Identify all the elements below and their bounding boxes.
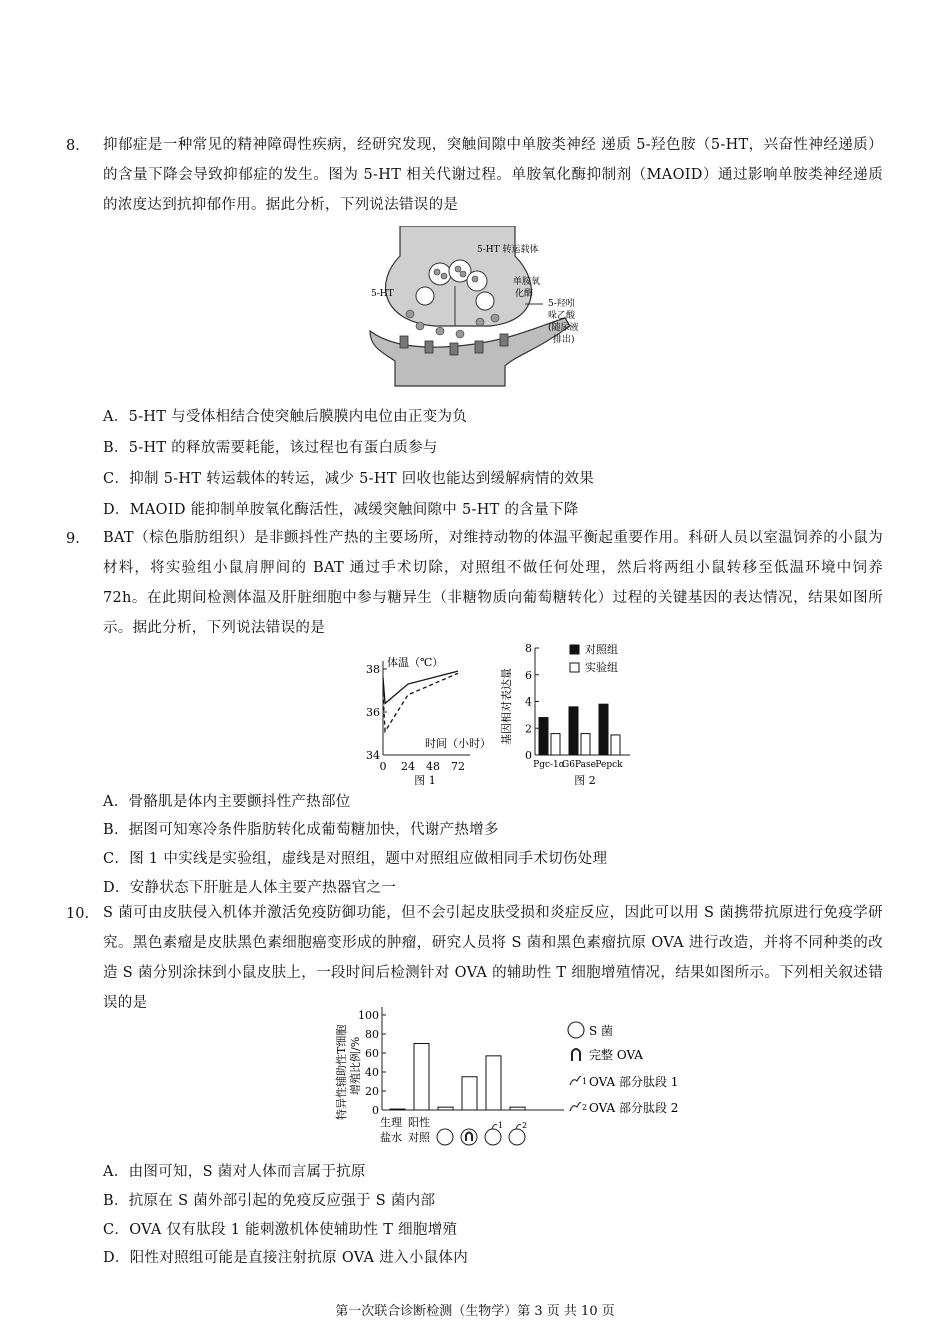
y-tick-label: 2: [525, 722, 532, 736]
category-label: Pgc-1α: [533, 760, 565, 770]
x-tick-label: 48: [426, 760, 440, 773]
experiment-bar: [581, 734, 590, 755]
x-icon-peptide2-num: 2: [522, 1121, 528, 1130]
legend-peptide2-icon: [570, 1103, 581, 1112]
x-icon-s-bacteria-ova: [461, 1129, 477, 1145]
svg-text:1: 1: [582, 1077, 588, 1086]
result-bar: [390, 1109, 405, 1110]
q8-option-b: B．5-HT 的释放需要耗能，该过程也有蛋白质参与: [103, 440, 438, 456]
x-icon-peptide1-mark: [492, 1125, 497, 1130]
control-bar: [599, 704, 608, 755]
dashed-series-line: [383, 673, 458, 731]
x-tick-label: 72: [451, 760, 465, 773]
legend-label: 对照组: [585, 643, 618, 656]
y-tick-label: 100: [358, 1009, 379, 1022]
x-label-positive-1: 阳性: [408, 1116, 430, 1129]
q9-option-a: A．骨骼肌是体内主要颤抖性产热部位: [103, 794, 351, 810]
y-tick-label: 34: [366, 749, 380, 762]
label-product-3: (随尿液: [548, 323, 579, 333]
y-tick-label: 20: [365, 1085, 379, 1098]
y-axis-label: 体温（℃）: [387, 656, 444, 669]
solid-series-line: [383, 671, 458, 703]
y-axis-label: 特异性辅助性T细胞: [335, 1024, 348, 1120]
question-8-number: 8.: [66, 138, 80, 154]
figure-1-title: 图 1: [414, 774, 436, 787]
y-tick-label: 0: [525, 749, 532, 762]
question-10-number: 10.: [66, 906, 90, 922]
postsynaptic-membrane: [370, 318, 570, 386]
question-9-number: 9.: [66, 531, 80, 547]
x-icon-s-bacteria: [437, 1129, 453, 1145]
q9-option-d: D．安静状态下肝脏是人体主要产热器官之一: [103, 880, 397, 896]
x-icon-s-bacteria-peptide2: [509, 1129, 525, 1145]
category-label: G6Pase: [562, 760, 596, 770]
svg-text:2: 2: [582, 1103, 588, 1112]
legend-peptide1-label: OVA 部分肽段 1: [589, 1075, 679, 1089]
result-bar: [414, 1044, 429, 1111]
legend-swatch: [570, 663, 579, 672]
figure-3-bar-chart: [334, 1007, 564, 1145]
control-bar: [539, 718, 548, 755]
q8-option-d: D．MAOID 能抑制单胺氧化酶活性，减缓突触间隙中 5-HT 的含量下降: [103, 502, 579, 518]
q10-option-b: B．抗原在 S 菌外部引起的免疫反应强于 S 菌内部: [103, 1193, 436, 1209]
legend-ova-icon: [572, 1049, 580, 1061]
x-label-saline-1: 生理: [380, 1116, 402, 1129]
experiment-bar: [551, 734, 560, 755]
x-icon-ova-mark: [466, 1133, 472, 1142]
y-tick-label: 0: [372, 1104, 379, 1117]
figure-2-title: 图 2: [574, 774, 596, 787]
page-footer: 第一次联合诊断检测（生物学）第 3 页 共 10 页: [335, 1304, 615, 1319]
q8-option-a: A．5-HT 与受体相结合使突触后膜膜内电位由正变为负: [103, 409, 468, 425]
label-product-4: 排出): [553, 335, 575, 345]
x-label-saline-2: 盐水: [380, 1131, 402, 1144]
legend-label: 实验组: [585, 661, 618, 674]
q10-option-c: C．OVA 仅有肽段 1 能刺激机体使辅助性 T 细胞增殖: [103, 1222, 458, 1238]
question-9-stem: BAT（棕色脂肪组织）是非颤抖性产热的主要场所，对维持动物的体温平衡起重要作用。科研人员以室温饲养的小鼠为材料，将实验组小鼠肩胛间的 BAT 通过手术切除，对照组不做任何处理，然后将两组小鼠转移至低温环境中饲养 72h。在此期间检测体温及肝脏细胞中参与糖异生（非糖物质向葡萄糖转化）过程的关键基因的表达情况，结果如图所示。据此分析，下列说法错误的是: [103, 530, 883, 636]
result-bar: [462, 1077, 477, 1110]
legend-s-icon: [568, 1022, 584, 1038]
legend-ova-label: 完整 OVA: [589, 1048, 643, 1062]
y-tick-label: 40: [365, 1066, 379, 1079]
y-tick-label: 38: [366, 663, 380, 676]
label-product-2: 哚乙酸: [548, 311, 576, 321]
result-bar: [510, 1107, 525, 1110]
x-tick-label: 0: [379, 760, 387, 773]
q10-option-a: A．由图可知，S 菌对人体而言属于抗原: [103, 1164, 366, 1180]
label-product-1: 5-羟吲: [548, 299, 575, 309]
y-axis-label: 增殖比例/%: [349, 1036, 362, 1095]
q8-option-c: C．抑制 5-HT 转运载体的转运，减少 5-HT 回收也能达到缓解病情的效果: [103, 471, 595, 487]
q9-option-b: B．据图可知寒冷条件脂肪转化成葡萄糖加快，代谢产热增多: [103, 822, 499, 838]
legend-swatch: [570, 645, 579, 654]
synapse-diagram: [365, 226, 605, 391]
label-transporter: 5-HT 转运载体: [477, 245, 539, 255]
figure-1-line-chart: [366, 655, 491, 787]
y-tick-label: 6: [525, 668, 532, 682]
y-tick-label: 36: [366, 706, 380, 719]
legend-peptide2-label: OVA 部分肽段 2: [589, 1101, 679, 1115]
y-axis-label: 基因相对表达量: [500, 668, 513, 745]
label-mao-2: 化酶: [515, 289, 534, 299]
x-label-positive-2: 对照: [408, 1131, 430, 1144]
experiment-bar: [611, 735, 620, 755]
q9-charts: [360, 640, 650, 790]
q10-chart: [325, 1005, 700, 1155]
category-label: Pepck: [595, 760, 623, 770]
q9-option-c: C．图 1 中实线是实验组，虚线是对照组，题中对照组应做相同手术切伤处理: [103, 851, 608, 867]
q10-option-d: D．阳性对照组可能是直接注射抗原 OVA 进入小鼠体内: [103, 1250, 469, 1266]
y-tick-label: 8: [525, 642, 532, 655]
legend-s-label: S 菌: [589, 1024, 614, 1038]
question-10-stem: S 菌可由皮肤侵入机体并激活免疫防御功能，但不会引起皮肤受损和炎症反应，因此可以用 S 菌携带抗原进行免疫学研究。黑色素瘤是皮肤黑色素细胞癌变形成的肿瘤，研究人员将 S 菌和黑色素瘤抗原 OVA 进行改造，并将不同种类的改造 S 菌分别涂抹到小鼠皮肤上，一段时间后检测针对 OVA 的辅助性 T 细胞增殖情况，结果如图所示。下列相关叙述错误的是: [103, 905, 883, 1011]
label-mao-1: 单胺氧: [513, 277, 541, 287]
control-bar: [569, 707, 578, 755]
result-bar: [486, 1056, 501, 1110]
y-tick-label: 4: [525, 695, 532, 709]
x-axis-label: 时间（小时）: [425, 737, 491, 750]
x-tick-label: 24: [401, 760, 415, 773]
x-icon-s-bacteria-peptide1: [485, 1129, 501, 1145]
y-tick-label: 60: [365, 1047, 379, 1060]
legend-peptide1-icon: [570, 1077, 581, 1086]
x-icon-peptide2-mark: [516, 1125, 521, 1130]
figure-2-bar-chart: [499, 642, 630, 787]
question-8-stem: 抑郁症是一种常见的精神障碍性疾病，经研究发现，突触间隙中单胺类神经 递质 5-羟色胺（5-HT，兴奋性神经递质）的含量下降会导致抑郁症的发生。图为 5-HT 相关代谢过程。单胺氧化酶抑制剂（MAOID）通过影响单胺类神经递质的浓度达到抗抑郁作用。据此分析，下列说法错误的是: [103, 137, 883, 213]
result-bar: [438, 1107, 453, 1110]
x-icon-peptide1-num: 1: [498, 1121, 504, 1130]
y-tick-label: 80: [365, 1028, 379, 1041]
label-5ht: 5-HT: [371, 289, 394, 299]
